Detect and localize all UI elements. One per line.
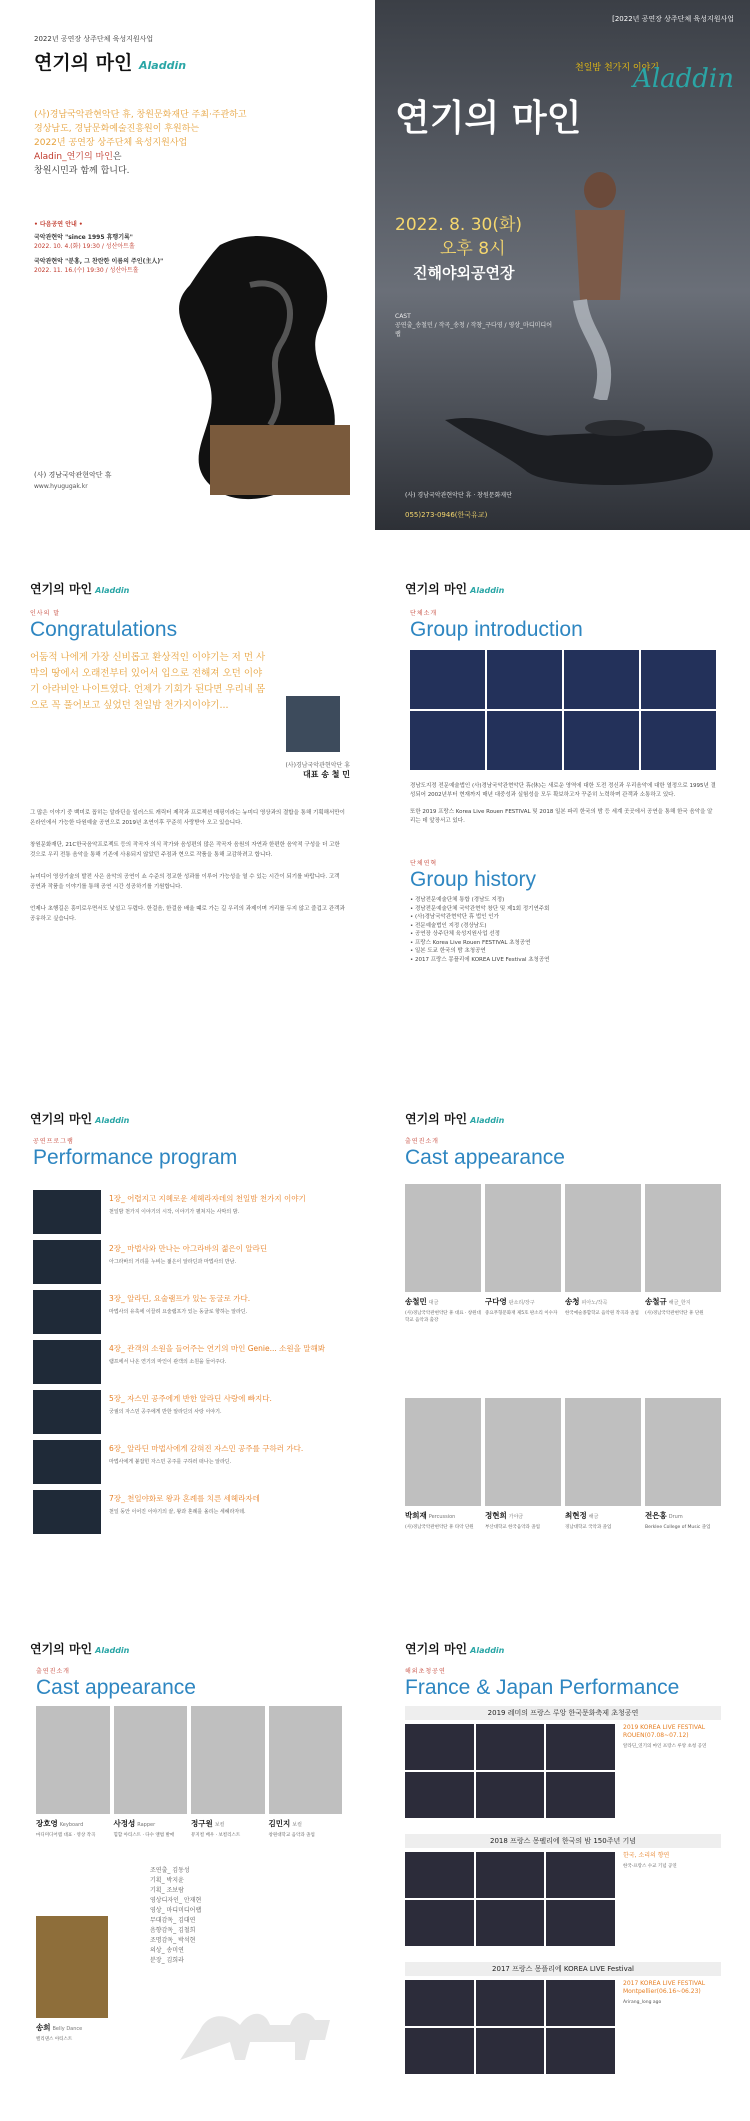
scene-title: 7장_ 천일야화로 왕과 혼례를 치른 세헤라자데 [109,1494,260,1503]
section-title: France & Japan Performance [405,1676,680,1699]
cast-card [269,1706,343,1839]
overseas-info-title: 2019 KOREA LIVE FESTIVAL ROUEN(07.08~07.12) [623,1724,706,1739]
cast-role: 해금_한지 [668,1300,691,1306]
cast-role: Keyboard [59,1822,84,1828]
body-paragraph: 언제나 초행길은 흥미로우면서도 낯설고 두렵다. 한걸음, 한걸음 배울 떄로 가는 길 우리의 과제이며 거리를 두지 않고 즐겁고 관객과 공유하고 싶습니다. [30,906,345,922]
intro-line: 창원시민과 함께 합니다. [34,166,130,176]
magic-lamp-illustration [435,380,735,490]
greeting-page [0,560,375,1090]
ink-brush-illustration [150,225,370,525]
section-title: Cast appearance [405,1146,565,1169]
history-item: • 프랑스 Korea Live Rouen FESTIVAL 초청공연 [410,939,531,946]
scene-thumbnail [33,1340,101,1384]
overseas-photo [405,1852,474,1898]
footer-url[interactable]: www.hyugugak.kr [34,483,88,490]
cast-photo [269,1706,343,1814]
overseas-page [375,1620,750,2121]
poster-cast [395,312,555,339]
cast-card [36,1916,108,2043]
cast-role: Belly Dance [52,2026,83,2032]
cast-desc: (사)경남국악관현악단 휴 대표 · 창원대학교 음악과 출강 [405,1311,481,1323]
group-photo-grid [410,650,716,770]
cast-page-2 [0,1620,375,2121]
program-item [33,1490,351,1536]
overseas-photo [405,2028,474,2074]
mini-logo-aladdin: Aladdin [95,1116,130,1125]
intro-highlight: Aladin_연기의 마인 [34,152,113,162]
cast-role: 해금 [588,1514,599,1520]
history-item: • 전문예술법인 지정 (경상남도) [410,922,487,929]
scene-desc: 궁궐의 자스민 공주에게 반한 알라딘의 사랑 이야기. [109,1409,222,1415]
scene-title: 6장_ 알라딘 마법사에게 감혀진 자스민 공주를 구하러 가다. [109,1444,304,1453]
poster-venue: 진해야외공연장 [413,264,515,282]
cast-card [405,1398,481,1531]
events-heading: • 다음공연 안내 • [34,221,83,228]
scene-title: 4장_ 관객의 소원을 들어주는 연기의 마인 Genie... 소원을 말해봐 [109,1344,326,1353]
sig-role: (사)경남국악관현악단 휴 [285,762,350,769]
genie-illustration [555,160,645,400]
poster-sponsors: (사) 경남국악관현악단 휴 · 창원문화재단 [405,492,512,499]
scene-thumbnail [33,1240,101,1284]
overseas-photo [405,1980,474,2026]
cast-name: 정현희 [485,1511,507,1520]
body-paragraph: 창원문화재단, 21C한국음악프로젝트 등의 작곡자 의식 작가와 음성편의 많은 작곡자 음원의 자연과 한편한 음악적 구성을 더 고한 것으로 우리 전통 음악을 통해 기존에 사용되지 않았던 주점과 현으로 작품을 통해 교감하려고 합니다. [30,842,340,858]
credit-line: 의상_ 송미연 [150,1947,184,1954]
mini-logo-aladdin: Aladdin [470,586,505,595]
overseas-row [405,1852,721,1946]
cast-role: 보컬 [292,1822,302,1828]
event-date: 2022. 11. 16.(수) 19:30 / 성산아트홀 [34,267,139,274]
group-photo [487,650,562,709]
section-label: 단체소개 [410,610,438,617]
cast-name: 송희 [36,2023,51,2032]
cast-photo [191,1706,265,1814]
body-paragraph: 뉴미디어 영상기술의 발전 사은 음악의 공연이 쇼 수준의 정교한 성과를 이루어 가능성을 열 수 있는 시간이 되기를 바랍니다. 고객 공연과 작품을 이야기를 통해 공연 시간 성공하기를 기원합니다. [30,874,340,890]
credit-line: 영상디자인_ 안재현 [150,1897,202,1904]
section-label: 인사의 말 [30,610,61,617]
overseas-info-desc: 알라딘_연기의 마인 프랑스 루앙 초청 공연 [623,1744,707,1749]
credit-line: 기획_ 조보람 [150,1887,184,1894]
group-page [375,560,750,1090]
cast-card [191,1706,265,1839]
credit-line: 무대감독_ 김대연 [150,1917,196,1924]
overseas-photo [476,1852,545,1898]
history-item: • (사)경남국악관현악단 휴 법인 인가 [410,914,499,920]
section-title: Group introduction [410,618,583,641]
mini-logo-aladdin: Aladdin [95,1646,130,1655]
group-photo [410,711,485,770]
staff-credits [150,1866,270,1966]
history-item: • 공연장 상주단체 육성지원사업 선정 [410,931,500,937]
cast-name: 사정성 [113,1819,136,1828]
group-photo [641,650,716,709]
mini-logo-aladdin: Aladdin [470,1116,505,1125]
cast-desc: (사)경남국악관현악단 휴 타악 단원 [405,1525,474,1530]
scene-thumbnail [33,1390,101,1434]
overseas-band: 2017 프랑스 몽플리에 KOREA LIVE Festival [405,1962,721,1976]
mini-logo [405,1110,504,1127]
cast-photo [645,1184,721,1292]
credit-line: 분장_ 김희라 [150,1957,184,1964]
overseas-photo [546,1900,615,1946]
poster-phone: 055)273-0946(한국유교) [405,511,488,519]
sig-name: 대표 송 철 민 [303,770,350,779]
cast-desc: 중요무형문화재 제5호 판소리 이수자 [485,1311,558,1316]
poster-page [375,0,750,530]
scene-desc: 마법사에게 붙잡힌 자스민 공주를 구하러 떠나는 알라딘. [109,1459,232,1465]
cast-grid [405,1184,721,1324]
history-item: • 2017 프랑스 몽플리에 KOREA LIVE Festival 초청공연 [410,956,550,963]
cast-card [485,1184,561,1324]
logo-text: 연기의 마인 [34,52,133,74]
credit-line: 음향감독_ 김철희 [150,1927,196,1934]
cast-name: 김민지 [268,1819,291,1828]
mini-logo-text: 연기의 마인 [30,1642,93,1656]
greeting-quote: 어둠적 나에게 가장 신비롭고 환상적인 이야기는 저 먼 사막의 땅에서 오래전부터 있어서 입으로 전해져 오던 이야기 아라비안 나이트였다. 언제가 기회가 된다면 우리네 몸으로 꼭 풀어보고 싶었던 천일밤 천가지이야기... [30,652,266,711]
program-page [0,1090,375,1620]
cast-photo [485,1398,561,1506]
group-photo [564,711,639,770]
overseas-photo [405,1900,474,1946]
cast-name: 전은홍 [645,1511,667,1520]
cast-page-1 [375,1090,750,1620]
cast-role: 가야금 [508,1514,524,1520]
cast-role: 대금 [428,1300,439,1306]
overseas-photo [476,1772,545,1818]
program-item [33,1340,351,1386]
cast-card [485,1398,561,1531]
cast-photo [36,1706,110,1814]
cast-photo [405,1398,481,1506]
program-item [33,1190,351,1236]
cast-card [114,1706,188,1839]
logo-aladdin: Aladdin [139,59,187,72]
scene-desc: 마법사의 유혹에 이끌려 요술램프가 있는 동굴로 향하는 알라딘. [109,1309,248,1315]
footer-org [34,470,112,490]
poster-date: 2022. 8. 30(화) [395,215,523,235]
body-paragraph: 그 많은 이야기 중 백미로 꼽히는 알라딘을 일러스트 캐릭터 제작과 프로젝션 매핑이라는 뉴미디 영상과의 결합을 통해 기획해서만이 온라인에서 가능한 다원예술 공연으로 2019년 초연이후 꾸준히 사랑받아 오고 있습니다. [30,810,345,826]
cast-card [565,1184,641,1324]
overseas-photo [476,1724,545,1770]
cast-desc: 경남대학교 국악과 졸업 [565,1525,612,1530]
scene-title: 2장_ 마법사와 만나는 아그라바의 젊은이 알라딘 [109,1244,268,1253]
history-item: • 일본 도쿄 한국의 밤 초청공연 [410,948,486,954]
cast-role: 피아노/작곡 [581,1300,608,1306]
mini-logo-aladdin: Aladdin [95,586,130,595]
scene-title: 3장_ 알라딘, 요술램프가 있는 동굴로 가다. [109,1294,251,1303]
cast-name: 송철민 [405,1297,427,1306]
cast-name: 송철규 [645,1297,667,1306]
cast-grid [405,1398,721,1531]
cast-desc: 한국예술종합학교 음악원 작곡과 졸업 [565,1311,639,1316]
mini-logo-text: 연기의 마인 [30,582,93,596]
intro-line: (사)경남국악관현악단 휴, 창원문화재단 주최·주관하고 [34,110,247,120]
event-title: 국악관현악 "since 1995 휴행기록" [34,234,133,241]
cast-role: 판소리/장구 [508,1300,535,1306]
cast-name: 정구원 [191,1819,213,1828]
cast-photo [114,1706,188,1814]
group-photo [487,711,562,770]
cast-role: Drum [668,1514,683,1520]
scene-title: 1장_ 어렵지고 지혜로운 세헤라자데의 천일밤 천가지 이야기 [109,1194,306,1203]
camel-silhouette [170,1980,340,2070]
overseas-photo [476,2028,545,2074]
scene-desc: 천일밤 천가지 이야기의 시작, 이야기가 펼쳐지는 사막의 밤. [109,1209,240,1215]
cast-photo [405,1184,481,1292]
intro-suffix: 은 [112,152,122,162]
group-photo [641,711,716,770]
cast-name: 박희재 [405,1511,427,1520]
cast-card [565,1398,641,1531]
scene-title: 5장_ 자스민 공주에게 반한 알라딘 사랑에 빠지다. [109,1394,272,1403]
mini-logo-text: 연기의 마인 [30,1112,93,1126]
poster-title: 연기의 마인 [395,97,582,139]
section-title: Cast appearance [36,1676,196,1699]
group-photo [564,650,639,709]
cast-photo [485,1184,561,1292]
section-title: Congratulations [30,618,178,641]
overseas-photo [546,2028,615,2074]
cast-role: 보컬 [214,1822,225,1828]
cast-desc: 뮤지컬 배우 · 보컬리스트 [191,1833,241,1838]
mini-logo [30,1110,129,1127]
cast-desc: 마디미디어랩 대표 · 영상 작곡 [36,1833,96,1838]
cover-left-page [0,0,375,530]
credit-line: 영상_ 마디미디어랩 [150,1907,202,1914]
program-list [33,1190,351,1540]
overseas-photo [405,1724,474,1770]
overseas-photo [546,1852,615,1898]
credit-line: 조명감독_ 박석현 [150,1937,196,1944]
cast-photo [645,1398,721,1506]
scene-desc: 아그라바의 거리를 누비는 젊은이 알라딘과 마법사의 만남. [109,1259,237,1265]
overseas-info-desc: 한국-프랑스 수교 기념 공연 [623,1864,677,1869]
footer-org-name: (사) 경남국악관현악단 휴 [34,471,112,479]
intro-line [34,150,284,164]
section-title: Group history [410,868,537,891]
greeting-body [30,808,345,936]
cast-role: Percussion [428,1514,456,1520]
program-item [33,1440,351,1486]
section-label: 공연프로그램 [33,1138,74,1145]
intro-line: 2022년 공연장 상주단체 육성지원사업 [34,138,188,148]
cast-photo [36,1916,108,2018]
history-list [410,896,716,964]
cast-desc: 부산대학교 한국음악과 졸업 [485,1525,541,1530]
signature [276,760,350,780]
section-label: 출연진소개 [36,1668,70,1675]
intro-text [34,108,284,178]
history-item: • 경남전문예술단체 국악관현악 창단 및 제1회 정기연주회 [410,905,550,912]
section-title: Performance program [33,1146,238,1169]
poster-header: [2022년 공연장 상주단체 육성지원사업 [612,15,734,23]
program-item [33,1390,351,1436]
cast-name: 장호영 [36,1819,58,1828]
program-logo [34,48,186,75]
mini-logo-aladdin: Aladdin [470,1646,505,1655]
overseas-band: 2019 레미의 프랑스 루앙 한국문화축제 초청공연 [405,1706,721,1720]
section-label: 해외초청공연 [405,1668,446,1675]
history-item: • 경남전문예술단체 통합 (경남도 지정) [410,897,505,903]
event-date: 2022. 10. 4.(화) 19:30 / 성산아트홀 [34,243,135,250]
mini-logo [405,580,504,597]
mini-logo [405,1640,504,1657]
group-photo [410,650,485,709]
credit-line: 조연출_ 김동성 [150,1867,190,1874]
cast-desc: (사)경남국악관현악단 휴 단원 [645,1311,704,1316]
cast-role: Rapper [137,1822,156,1828]
program-item [33,1240,351,1286]
mini-logo [30,580,129,597]
cast-card [405,1184,481,1324]
overseas-photo [546,1724,615,1770]
body-paragraph: 또한 2019 프랑스 Korea Live Rouen FESTIVAL 및 2018 일본 파리 한국의 밤 등 세계 곳곳에서 공연을 통해 한국 음악을 알리는 데 앞장서고 있다. [410,809,713,824]
cast-name: 구다영 [485,1297,507,1306]
program-item [33,1290,351,1336]
cast-photo [565,1398,641,1506]
event-title: 국악관현악 "분홍, 그 찬란한 이름의 주인(主人)" [34,258,164,265]
intro-line: 경상남도, 경남문화예술진흥원이 후원하는 [34,124,200,134]
overseas-photo [405,1772,474,1818]
cast-desc: 밸리댄스 아티스트 [36,2037,73,2042]
overseas-row [405,1980,721,2074]
overseas-info-title: 2017 KOREA LIVE FESTIVAL Montpellier(06.16~06.23) [623,1980,706,1995]
cast-label: CAST [395,313,411,320]
cast-name: 송청 [565,1297,580,1306]
group-body [410,782,716,834]
mini-logo-text: 연기의 마인 [405,1642,468,1656]
director-photo [286,696,340,752]
cast-desc: 힙합 아티스트 · 다수 앨범 발매 [113,1833,175,1838]
scene-thumbnail [33,1190,101,1234]
cast-list: 공연출_송철민 / 작곡_송청 / 작창_구다영 / 영상_마디미디어랩 [395,322,553,338]
cast-desc: 창원대학교 음악과 졸업 [268,1833,315,1838]
cast-desc: Berklee College of Music 졸업 [645,1525,711,1530]
mini-logo-text: 연기의 마인 [405,582,468,596]
cast-photo [565,1184,641,1292]
overseas-photo [546,1772,615,1818]
credit-line: 기획_ 박지윤 [150,1877,184,1884]
cast-card [645,1398,721,1531]
body-paragraph: 경남도지정 전문예술법인 (사)경남국악관현악단 휴(休)는 새로운 영역에 대한 도전 정신과 우리음악에 대한 열정으로 1995년 결성되어 2002년부터 현재까지 매년 대중성과 실험성을 모두 확보하고자 꾸준히 노력하며 관객과 소통하고 있다. [410,783,716,798]
scene-desc: 천일 동안 이어진 이야기의 끝, 왕과 혼례를 올리는 세헤라자데. [109,1509,246,1515]
section-label: 출연진소개 [405,1138,439,1145]
cast-card [36,1706,110,1839]
mini-logo [30,1640,129,1657]
poster-story: 천일밤 천가지 이야기 [575,63,659,73]
poster-aladdin: Aladdin [633,64,734,94]
overseas-photo [476,1980,545,2026]
scene-thumbnail [33,1290,101,1334]
organizer-line: 2022년 공연장 상주단체 육성지원사업 [34,35,154,43]
mini-logo-text: 연기의 마인 [405,1112,468,1126]
scene-thumbnail [33,1440,101,1484]
cast-card [645,1184,721,1324]
overseas-row [405,1724,721,1818]
section-label: 단체연혁 [410,860,438,867]
overseas-band: 2018 프랑스 몽펠리에 한국의 밤 150주년 기념 [405,1834,721,1848]
scene-thumbnail [33,1490,101,1534]
overseas-photo [546,1980,615,2026]
scene-desc: 램프에서 나온 연기의 마인이 관객의 소원을 들어주다. [109,1359,227,1365]
overseas-info-desc: Arirang_long ago [623,2000,662,2005]
cast-grid [36,1706,342,1839]
cast-name: 최현정 [565,1511,587,1520]
overseas-info-title: 한국, 소리의 향연 [623,1852,670,1859]
poster-time: 오후 8시 [440,239,506,259]
overseas-photo [476,1900,545,1946]
